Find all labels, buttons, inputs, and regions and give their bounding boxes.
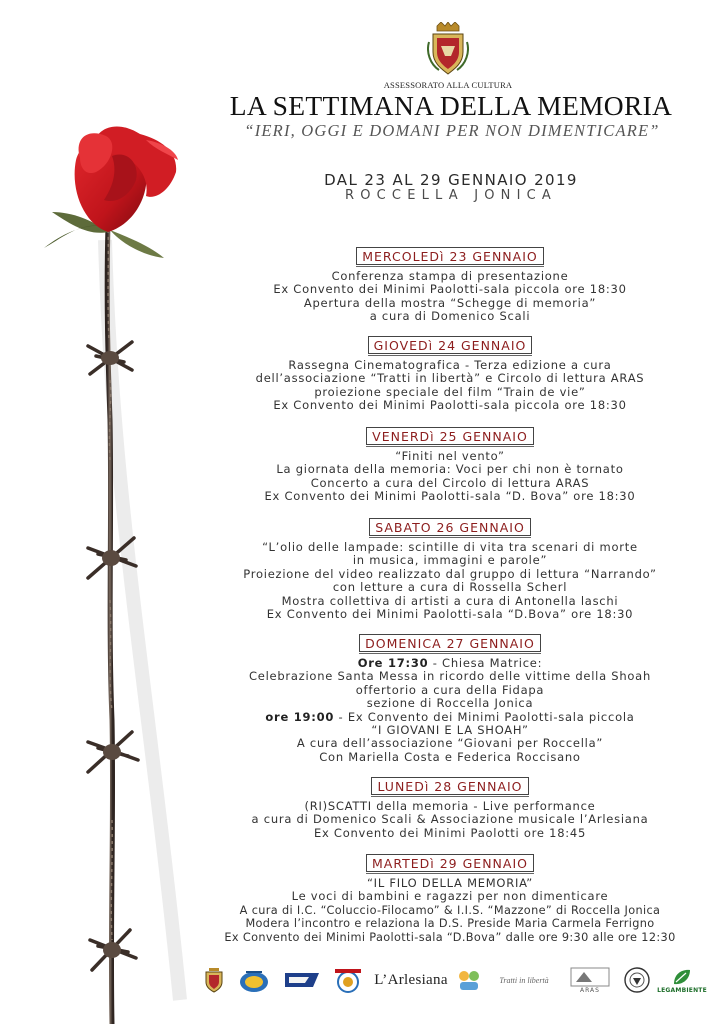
arlesiana-logo: L’Arlesiana	[374, 971, 448, 988]
media-logo-icon	[282, 962, 322, 998]
detail-line: Modera l’incontro e relaziona la D.S. Preside Maria Carmela Ferrigno	[245, 917, 655, 931]
day-block-tuesday	[200, 853, 700, 944]
day-heading: VENERDì 25 GENNAIO	[366, 427, 534, 445]
detail-line: Proiezione del video realizzato dal gruppo di lettura “Narrando”	[243, 566, 657, 581]
coat-of-arms-icon	[427, 22, 469, 76]
detail-line: Apertura della mostra “Schegge di memoria”	[303, 295, 597, 310]
day-heading: MERCOLEDì 23 GENNAIO	[356, 247, 544, 265]
detail-line: Rassegna Cinematografica - Terza edizione a cura	[288, 358, 612, 372]
detail-line: Celebrazione Santa Messa in ricordo delle vittime della Shoah	[248, 669, 652, 684]
legambiente-label: LEGAMBIENTE	[657, 986, 707, 994]
day-block-wednesday	[200, 246, 700, 324]
detail-line: Ex Convento dei Minimi Paolotti-sala piccola ore 18:30	[273, 282, 627, 297]
radio-logo-icon	[330, 962, 366, 998]
detail-line: “L’olio delle lampade: scintille di vita tra scenari di morte	[262, 540, 638, 554]
detail-line: Con Mariella Costa e Federica Roccisano	[319, 749, 581, 764]
detail-line: in musica, immagini e parole”	[352, 553, 548, 568]
day-heading: DOMENICA 27 GENNAIO	[359, 634, 541, 652]
detail-line: A cura dell’associazione “Giovani per Roccella”	[296, 736, 604, 751]
detail-line: sezione di Roccella Jonica	[366, 696, 534, 711]
detail-line: a cura di Domenico Scali	[369, 309, 531, 324]
time-label: Ore 17:30	[357, 656, 429, 670]
detail-line: Mostra collettiva di artisti a cura di Antonella laschi	[281, 593, 619, 608]
kids-logo-icon	[454, 962, 484, 998]
day-details	[200, 359, 700, 413]
event-place: ROCCELLA JONICA	[344, 188, 558, 203]
detail-line: offertorio a cura della Fidapa	[355, 682, 545, 697]
day-details	[200, 270, 700, 324]
detail-line	[200, 657, 700, 670]
detail-text: - Chiesa Matrice:	[428, 656, 543, 670]
day-details	[200, 877, 700, 944]
day-block-sunday	[200, 633, 700, 764]
day-details	[200, 800, 700, 840]
detail-line: La giornata della memoria: Voci per chi non è tornato	[276, 462, 624, 477]
day-details	[200, 541, 700, 621]
day-block-thursday	[200, 335, 700, 413]
detail-line: “IL FILO DELLA MEMORIA”	[366, 876, 534, 890]
department-label: ASSESSORATO ALLA CULTURA	[383, 80, 513, 90]
page-title: LA SETTIMANA DELLA MEMORIA	[229, 90, 673, 121]
page-subtitle: “IERI, OGGI E DOMANI PER NON DIMENTICARE”	[244, 121, 660, 140]
day-heading: MARTEDì 29 GENNAIO	[366, 854, 534, 872]
detail-line: proiezione speciale del film “Train de vie”	[314, 384, 586, 399]
detail-line: Ex Convento dei Minimi Paolotti-sala “D.Bova” dalle ore 9:30 alle ore 12:30	[224, 930, 676, 944]
event-dates: DAL 23 AL 29 GENNAIO 2019	[324, 171, 578, 189]
detail-text: - Ex Convento dei Minimi Paolotti-sala piccola	[334, 709, 635, 724]
detail-line: Le voci di bambini e ragazzi per non dimenticare	[291, 889, 609, 904]
detail-line: (RI)SCATTI della memoria - Live performance	[304, 799, 596, 813]
day-heading: LUNEDì 28 GENNAIO	[371, 777, 528, 795]
day-details	[200, 657, 700, 764]
detail-line: con letture a cura di Rossella Scherl	[332, 580, 568, 595]
aras-logo	[568, 962, 612, 998]
detail-line: dell’associazione “Tratti in libertà” e Circolo di lettura ARAS	[255, 371, 645, 386]
sponsor-logos	[198, 962, 707, 998]
detail-line: Conferenza stampa di presentazione	[331, 269, 569, 283]
day-block-saturday	[200, 517, 700, 621]
day-block-monday	[200, 776, 700, 840]
day-block-friday	[200, 426, 700, 504]
rose-barbed-wire-illustration	[0, 0, 200, 1024]
legambiente-logo	[657, 962, 707, 998]
school-logo-icon	[236, 962, 272, 998]
aras-label: ARAS	[580, 986, 600, 994]
detail-line: “Finiti nel vento”	[395, 449, 505, 463]
detail-line: Ex Convento dei Minimi Paolotti ore 18:45	[313, 825, 587, 840]
day-details	[200, 450, 700, 504]
detail-line: Ex Convento dei Minimi Paolotti-sala “D.Bova” ore 18:30	[266, 607, 634, 622]
detail-line: Ex Convento dei Minimi Paolotti-sala piccola ore 18:30	[273, 398, 627, 413]
detail-line	[200, 711, 700, 724]
tratti-in-liberta-logo: Tratti in libertà	[499, 975, 549, 985]
detail-line: a cura di Domenico Scali & Associazione musicale l’Arlesiana	[251, 812, 649, 827]
time-label: ore 19:00	[265, 709, 335, 724]
detail-line: “I GIOVANI E LA SHOAH”	[371, 723, 529, 738]
municipality-crest-icon	[202, 962, 226, 998]
detail-line: Ex Convento dei Minimi Paolotti-sala “D. Bova” ore 18:30	[264, 489, 636, 504]
detail-line: Concerto a cura del Circolo di lettura ARAS	[310, 475, 590, 490]
day-heading: SABATO 26 GENNAIO	[369, 518, 531, 536]
association-seal-icon	[622, 962, 652, 998]
rose-artwork	[0, 0, 200, 1024]
detail-line: A cura di I.C. “Coluccio-Filocamo” & I.I.S. “Mazzone” di Roccella Jonica	[239, 903, 661, 917]
day-heading: GIOVEDì 24 GENNAIO	[368, 336, 533, 354]
